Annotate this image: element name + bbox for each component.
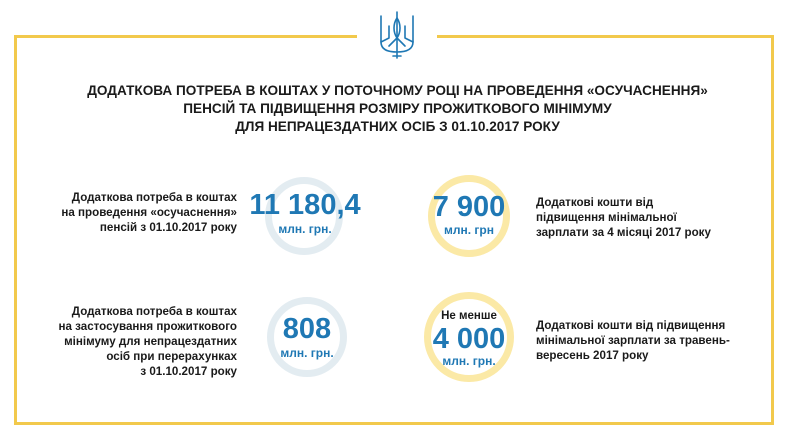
title-line: ПЕНСІЙ ТА ПІДВИЩЕННЯ РОЗМІРУ ПРОЖИТКОВОГО МІНІМУМУ	[183, 101, 612, 116]
value-unit: млн. грн.	[442, 354, 496, 368]
min-wage-4-months-value: 7 900	[432, 191, 506, 223]
value-unit: млн. грн	[444, 223, 494, 237]
page-title	[20, 82, 775, 136]
pension-modernization-label: Додаткова потреба в коштах на проведення «осучаснення» пенсій з 01.10.2017 року	[61, 191, 237, 234]
subsistence-minimum-value: 808	[282, 313, 332, 345]
trident-icon	[375, 8, 419, 60]
pension-modernization-value: 11 180,4	[249, 189, 361, 221]
value-unit: млн. грн.	[280, 346, 334, 360]
value-unit: млн. грн.	[278, 222, 332, 236]
min-wage-4-months-label: Додаткові кошти від підвищення мінімальної зарплати за 4 місяці 2017 року	[536, 196, 711, 239]
min-wage-may-sep-label: Додаткові кошти від підвищення мінімальної зарплати за травень- вересень 2017 року	[536, 319, 730, 362]
subsistence-minimum-label: Додаткова потреба в коштах на застосування прожиткового мінімуму для непрацездатних осіб при перерахунках з 01.10.2017 року	[58, 305, 237, 378]
title-line: ДЛЯ НЕПРАЦЕЗДАТНИХ ОСІБ З 01.10.2017 РОКУ	[235, 119, 560, 134]
title-line: ДОДАТКОВА ПОТРЕБА В КОШТАХ У ПОТОЧНОМУ РОЦІ НА ПРОВЕДЕННЯ «ОСУЧАСНЕННЯ»	[87, 83, 708, 98]
value-prefix: Не менше	[441, 310, 497, 322]
min-wage-may-sep-value: 4 000	[432, 323, 506, 355]
